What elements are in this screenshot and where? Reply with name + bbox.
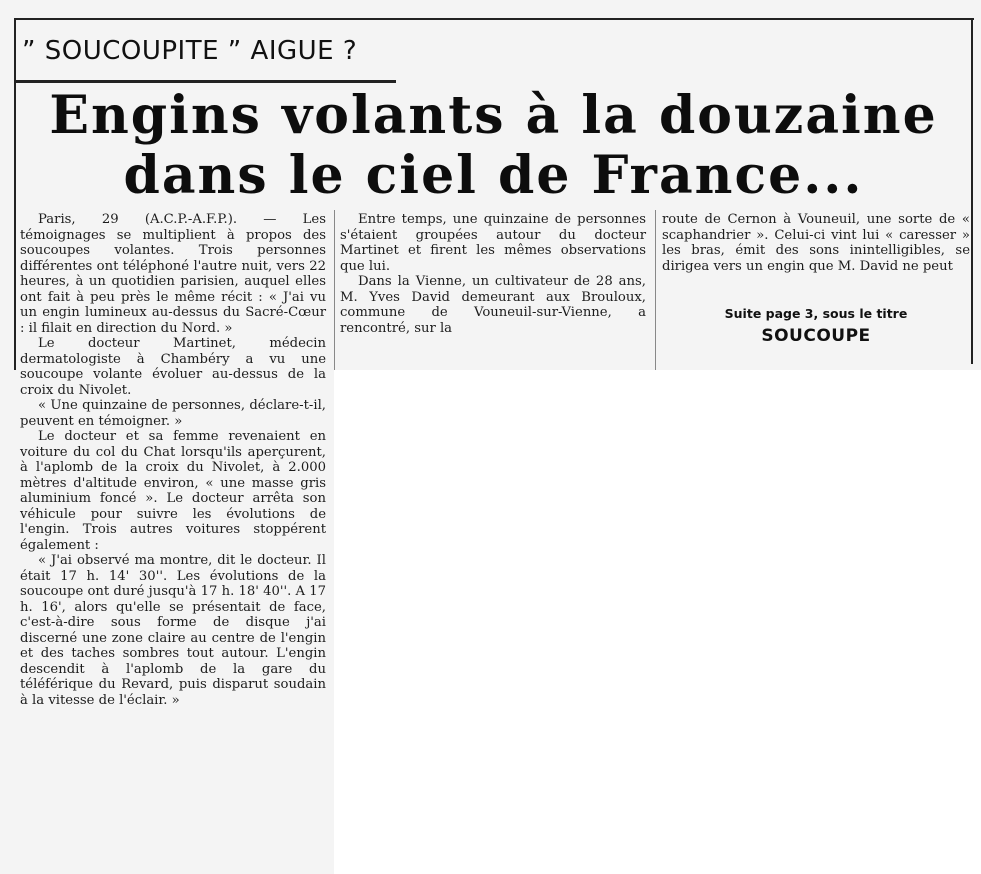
paragraph: « Une quinzaine de personnes, déclare-t-il, peuvent en témoigner. » — [20, 398, 326, 429]
paragraph: Entre temps, une quinzaine de personnes s'étaient groupées autour du docteur Martinet et firent les mêmes observations que lui. — [340, 212, 646, 274]
headline-line-1: Engins volants à la douzaine — [49, 85, 938, 146]
headline — [16, 86, 971, 206]
headline-line-2: dans le ciel de France... — [123, 145, 864, 206]
right-rule — [971, 18, 973, 364]
column-divider — [334, 210, 335, 370]
paragraph: Le docteur Martinet, médecin dermatologiste à Chambéry a vu une soucoupe volante évoluer au-dessus de la croix du Nivolet. — [20, 336, 326, 398]
column-2 — [340, 212, 646, 336]
paragraph: Paris, 29 (A.C.P.-A.F.P.). — Les témoignages se multiplient à propos des soucoupes volantes. Trois personnes différentes ont téléphoné l'autre nuit, vers 22 heures, à un quotidien parisien, auquel elles ont fait à peu près le même récit : « J'ai vu un engin lumineux au-dessus du Sacré-Cœur : il filait en direction du Nord. » — [20, 212, 326, 336]
paragraph: Le docteur et sa femme revenaient en voiture du col du Chat lorsqu'ils aperçurent, à l'aplomb de la croix du Nivolet, à 2.000 mètres d'altitude environ, « une masse gris aluminium foncé ». Le docteur arrêta son véhicule pour suivre les évolutions de l'engin. Trois autres voitures stoppérent également : — [20, 429, 326, 553]
kicker: ” SOUCOUPITE ” AIGUE ? — [22, 36, 358, 66]
column-divider — [655, 210, 656, 370]
column-3 — [662, 212, 970, 274]
paragraph: « J'ai observé ma montre, dit le docteur. Il était 17 h. 14' 30''. Les évolutions de la soucoupe ont duré jusqu'à 17 h. 18' 40''. A 17 h. 16', alors qu'elle se présentait de face, c'est-à-dire sous forme de disque j'ai discerné une zone claire au centre de l'engin et des taches sombres tout autour. L'engin descendit à l'aplomb de la gare du téléférique du Revard, puis disparut soudain à la vitesse de l'éclair. » — [20, 553, 326, 708]
paragraph: route de Cernon à Vouneuil, une sorte de « scaphandrier ». Celui-ci vint lui « caresser » les bras, émit des sons inintelligibles, se dirigea vers un engin que M. David ne peut — [662, 212, 970, 274]
continued-note: Suite page 3, sous le titre — [724, 306, 908, 321]
paragraph: Dans la Vienne, un cultivateur de 28 ans, M. Yves David demeurant aux Brouloux, commune de Vouneuil-sur-Vienne, a rencontré, sur la — [340, 274, 646, 336]
kicker-underline — [16, 80, 396, 83]
continued-title: SOUCOUPE — [761, 326, 871, 346]
top-rule — [14, 18, 974, 20]
column-1 — [20, 212, 326, 708]
